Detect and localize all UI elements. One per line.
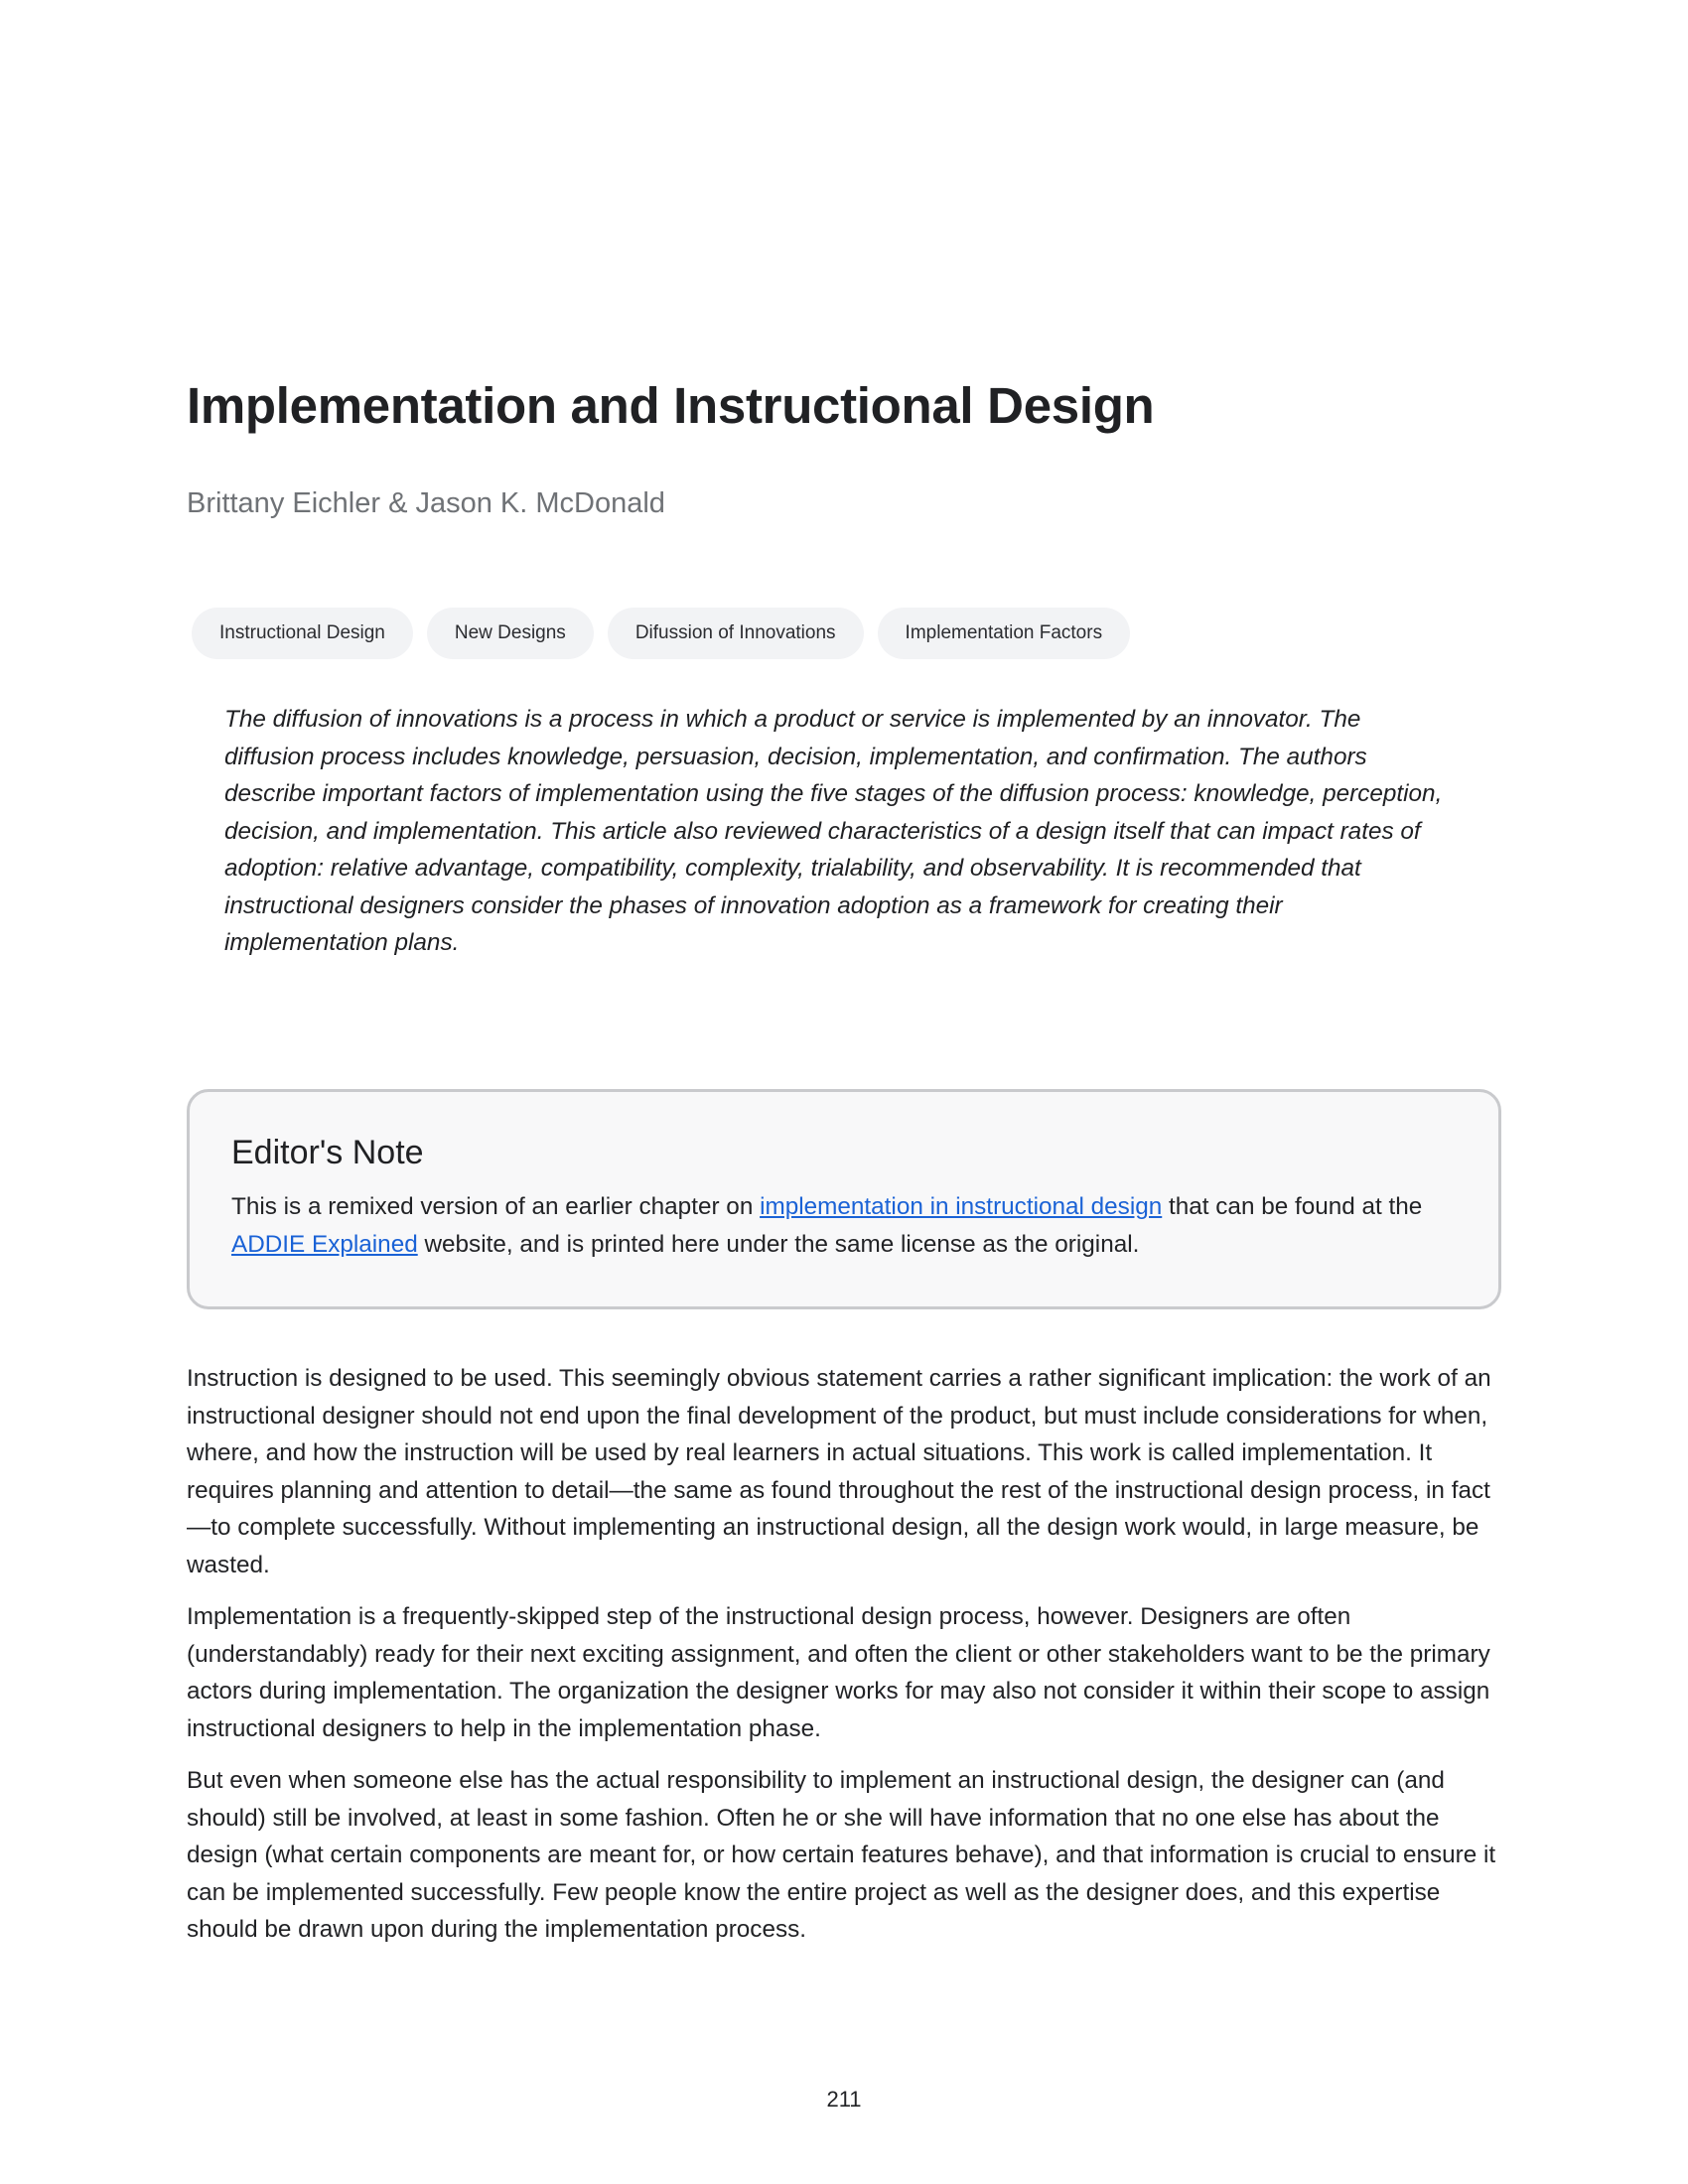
editor-note-text-part: that can be found at the xyxy=(1162,1193,1423,1221)
tag-instructional-design[interactable]: Instructional Design xyxy=(192,608,413,659)
body-paragraph: Implementation is a frequently-skipped step of the instructional design process, however. Designers are often (understandably) ready for their next exciting assignment, and often the client or other stakeholders want to be the primary actors during implementation. The organization the designer works for may also not consider it within their scope to assign instructional designers to help in the implementation phase. xyxy=(187,1603,1490,1742)
author-line: Brittany Eichler & Jason K. McDonald xyxy=(187,487,665,519)
editor-note-text-part: website, and is printed here under the same license as the original. xyxy=(417,1230,1140,1258)
body-paragraph: Instruction is designed to be used. This seemingly obvious statement carries a rather significant implication: the work of an instructional designer should not end upon the final development of the product, but must include considerations for when, where, and how the instruction will be used by real learners in actual situations. This work is called implementation. It requires planning and attention to detail—the same as found throughout the rest of the instructional design process, in fact—to complete successfully. Without implementing an instructional design, all the design work would, in large measure, be wasted. xyxy=(187,1365,1491,1578)
body-text xyxy=(187,1360,1507,1964)
page-number: 211 xyxy=(826,2087,862,2112)
tag-new-designs[interactable]: New Designs xyxy=(427,608,594,659)
tag-list xyxy=(192,608,1130,659)
editor-note-text-part: This is a remixed version of an earlier chapter on xyxy=(231,1193,761,1221)
editor-note-box xyxy=(187,1089,1501,1309)
editor-note-heading: Editor's Note xyxy=(231,1134,424,1171)
page-title: Implementation and Instructional Design xyxy=(187,377,1155,434)
abstract: The diffusion of innovations is a process in which a product or service is implemented by an innovator. The diffusion process includes knowledge, persuasion, decision, implementation, and confirmation. The authors describe important factors of implementation using the five stages of the diffusion process: knowledge, perception, decision, and implementation. This article also reviewed characteristics of a design itself that can impact rates of adoption: relative advantage, compatibility, complexity, trialability, and observability. It is recommended that instructional designers consider the phases of innovation adoption as a framework for creating their implementation plans. xyxy=(224,706,1443,956)
body-paragraph: But even when someone else has the actual responsibility to implement an instructional design, the designer can (and should) still be involved, at least in some fashion. Often he or she will have information that no one else has about the design (what certain components are meant for, or how certain features behave), and that information is crucial to ensure it can be implemented successfully. Few people know the entire project as well as the designer does, and this expertise should be drawn upon during the implementation process. xyxy=(187,1767,1496,1943)
editor-note-text xyxy=(231,1188,1459,1263)
implementation-chapter-link[interactable]: implementation in instructional design xyxy=(760,1193,1163,1221)
addie-explained-link[interactable]: ADDIE Explained xyxy=(231,1230,418,1258)
tag-implementation-factors[interactable]: Implementation Factors xyxy=(878,608,1131,659)
tag-diffusion-of-innovations[interactable]: Difussion of Innovations xyxy=(608,608,864,659)
